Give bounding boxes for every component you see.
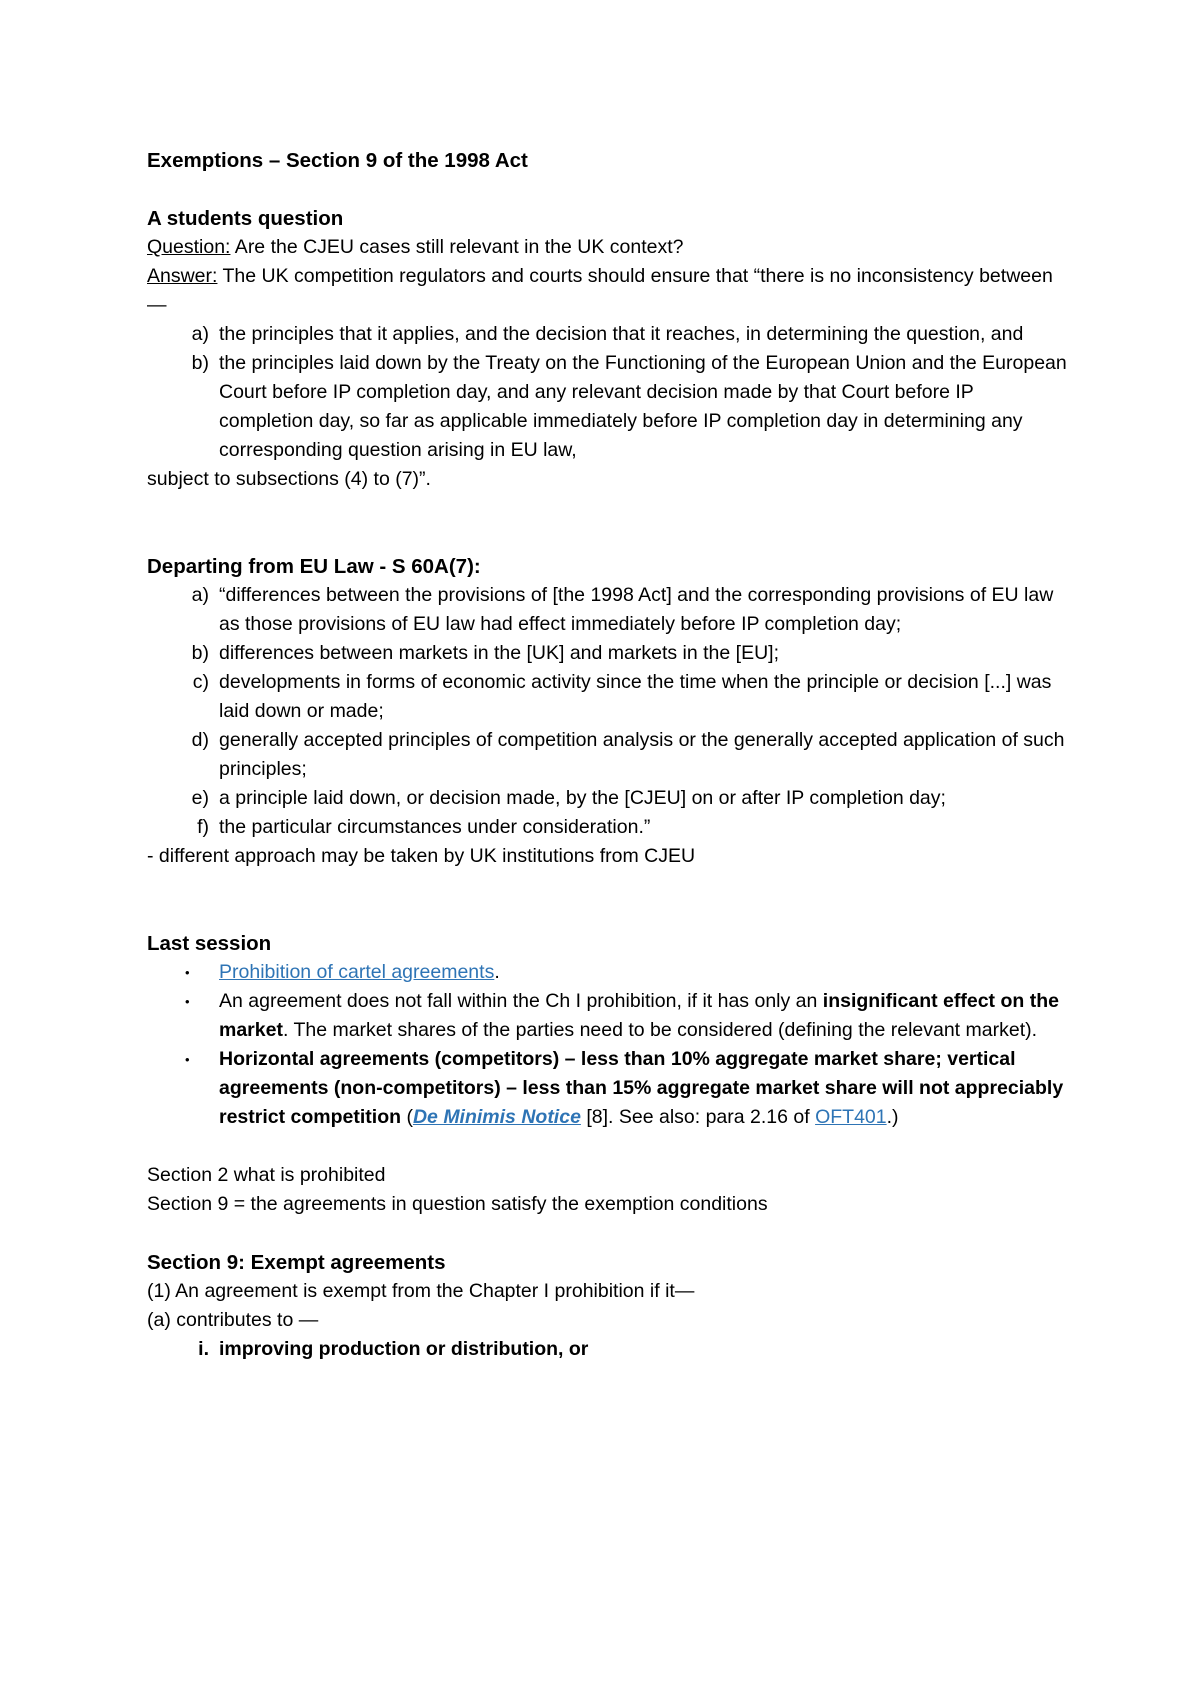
list-item-text: developments in forms of economic activity since the time when the principle or decision [...] was laid down or made;	[219, 671, 1052, 722]
departing-note: - different approach may be taken by UK institutions from CJEU	[147, 845, 696, 867]
bullet-text: An agreement does not fall within the Ch I prohibition, if it has only an	[219, 990, 823, 1012]
bullet-icon: •	[185, 994, 190, 1009]
answer-label: Answer:	[147, 265, 218, 287]
list-marker: f)	[197, 816, 209, 838]
list-item-text: improving production or distribution, or	[219, 1338, 589, 1360]
list-item	[147, 320, 1067, 349]
oft401-link[interactable]: OFT401	[815, 1106, 887, 1128]
spacer	[147, 494, 1067, 523]
bullet-text: .)	[886, 1106, 899, 1128]
spacer	[147, 871, 1067, 900]
list-item	[147, 1045, 1067, 1132]
document-body	[147, 146, 1067, 1364]
list-item-text: generally accepted principles of competition analysis or the generally accepted application of such principles;	[219, 729, 1065, 780]
list-item	[147, 349, 1067, 465]
list-marker: b)	[191, 352, 209, 374]
roman-list	[147, 1335, 1067, 1364]
spacer	[147, 523, 1067, 552]
list-item	[147, 639, 1067, 668]
bullet-text: (	[401, 1106, 413, 1128]
bullet-text: . The market shares of the parties need to be considered (defining the relevant market).	[282, 1019, 1038, 1041]
departing-list	[147, 581, 1067, 842]
spacer	[147, 1219, 1067, 1248]
list-marker: b)	[191, 642, 209, 664]
bullet-bold-text: Horizontal agreements (competitors) – less than 10% aggregate market share; vertical agreements (non-competitors) – less than 15% aggregate market share will not appreciably restrict competition	[219, 1048, 1064, 1128]
bullet-icon: •	[185, 965, 190, 980]
bullet-text: .	[494, 961, 500, 983]
answer-closing: subject to subsections (4) to (7)”.	[147, 468, 431, 490]
section-9-para-1: (1) An agreement is exempt from the Chapter I prohibition if it—	[147, 1280, 695, 1302]
answer-line	[147, 262, 1067, 320]
answer-list	[147, 320, 1067, 465]
list-item	[147, 813, 1067, 842]
list-marker: i.	[198, 1338, 209, 1360]
student-question-heading: A students question	[147, 207, 344, 230]
answer-text: The UK competition regulators and courts should ensure that “there is no inconsistency between —	[147, 265, 1053, 316]
departing-heading: Departing from EU Law - S 60A(7):	[147, 555, 481, 578]
cartel-agreements-link[interactable]: Prohibition of cartel agreements	[219, 961, 495, 983]
section-9-line: Section 9 = the agreements in question satisfy the exemption conditions	[147, 1193, 768, 1215]
question-line	[147, 233, 1067, 262]
list-marker: a)	[191, 584, 209, 606]
list-item-text: a principle laid down, or decision made, by the [CJEU] on or after IP completion day;	[219, 787, 946, 809]
list-item	[147, 958, 1067, 987]
list-item-text: differences between markets in the [UK] and markets in the [EU];	[219, 642, 779, 664]
bullet-text: [8]. See also: para 2.16 of	[580, 1106, 816, 1128]
question-text: Are the CJEU cases still relevant in the UK context?	[230, 236, 684, 258]
list-marker: c)	[192, 671, 209, 693]
list-marker: d)	[191, 729, 209, 751]
list-item	[147, 668, 1067, 726]
list-item	[147, 726, 1067, 784]
section-9-heading: Section 9: Exempt agreements	[147, 1251, 446, 1274]
spacer	[147, 175, 1067, 204]
last-session-list	[147, 958, 1067, 1132]
list-item-text: the principles laid down by the Treaty on the Functioning of the European Union and the European Court before IP completion day, and any relevant decision made by that Court before IP completion day, so far as applicable immediately before IP completion day in determining any corresponding question arising in EU law,	[219, 352, 1067, 461]
list-item-text: the principles that it applies, and the decision that it reaches, in determining the question, and	[219, 323, 1024, 345]
list-item	[147, 1335, 1067, 1364]
section-2-line: Section 2 what is prohibited	[147, 1164, 386, 1186]
bullet-icon: •	[185, 1052, 190, 1067]
list-item	[147, 581, 1067, 639]
list-item	[147, 784, 1067, 813]
list-item-text: “differences between the provisions of [the 1998 Act] and the corresponding provisions of EU law as those provisions of EU law had effect immediately before IP completion day;	[219, 584, 1054, 635]
spacer	[147, 900, 1067, 929]
section-9-para-a: (a) contributes to —	[147, 1309, 319, 1331]
list-item	[147, 987, 1067, 1045]
list-marker: a)	[191, 323, 209, 345]
de-minimis-notice-link[interactable]: De Minimis Notice	[412, 1106, 581, 1128]
page-title: Exemptions – Section 9 of the 1998 Act	[147, 149, 528, 172]
list-item-text: the particular circumstances under consideration.”	[219, 816, 651, 838]
spacer	[147, 1132, 1067, 1161]
bullet-bold-text: insignificant effect on the market	[219, 990, 1059, 1041]
list-marker: e)	[191, 787, 209, 809]
last-session-heading: Last session	[147, 932, 272, 955]
question-label: Question:	[147, 236, 231, 258]
